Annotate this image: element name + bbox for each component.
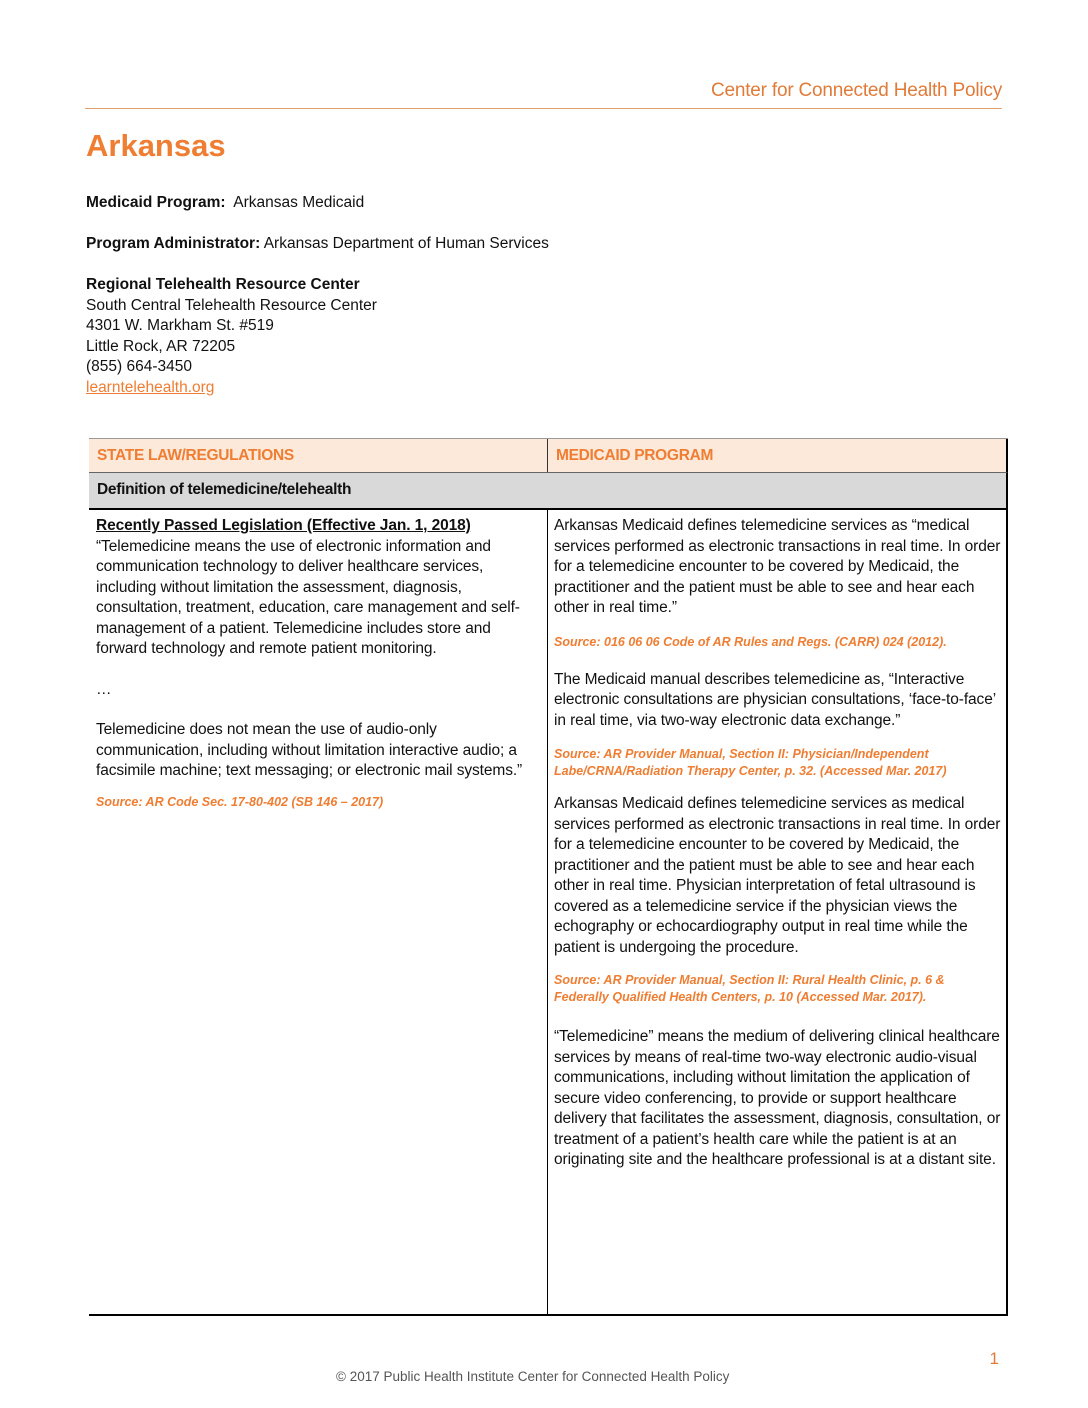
medicaid-program-line [86,193,364,214]
section-row [89,472,1008,510]
rtrc-address1: 4301 W. Markham St. #519 [86,317,274,334]
medicaid-def-2: The Medicaid manual describes telemedicine as, “Interactive electronic consultations are physician consultations, ‘face-to-face’ in real time, via two-way electronic data exchange.” [554,670,996,729]
header-divider [85,108,1002,109]
state-law-ellipsis: … [96,680,112,698]
administrator-line [86,234,549,255]
state-law-cell [89,510,548,1314]
state-law-source: Source: AR Code Sec. 17-80-402 (SB 146 – 2017) [96,794,384,809]
policy-table [89,438,1008,1316]
medicaid-def-3: Arkansas Medicaid defines telemedicine services as medical services performed as electronic transactions in real time. In order for a telemedicine encounter to be covered by Medicaid, the practitioner and the patient must be able to see and hear each other in real time. Physician interpretation of fetal ultrasound is covered as a telemedicine service if the physician views the echography or echocardiography output in real time while the patient is undergoing the procedure. [554,795,1001,956]
medicaid-program-value: Arkansas Medicaid [233,194,365,211]
state-law-para1: “Telemedicine means the use of electronic information and communication technology to deliver healthcare services, including without limitation the assessment, diagnosis, consultation, treatment, education, care management and self-management of a patient. Telemedicine includes store and forward technology and remote patient monitoring. [96,537,520,657]
col-header-medicaid: MEDICAID PROGRAM [548,439,1008,472]
administrator-value: Arkansas Department of Human Services [263,235,549,252]
medicaid-source-2: Source: AR Provider Manual, Section II: Physician/Independent Labe/CRNA/Radiation Therapy Center, p. 32. (Accessed Mar. 2017) [554,747,947,778]
section-title: Definition of telemedicine/telehealth [97,481,352,498]
rtrc-name: South Central Telehealth Resource Center [86,296,377,314]
medicaid-program-label: Medicaid Program: [86,194,226,211]
medicaid-source-3: Source: AR Provider Manual, Section II: Rural Health Clinic, p. 6 & Federally Qualified Health Centers, p. 10 (Accessed Mar. 2017). [554,973,945,1004]
medicaid-def-1: Arkansas Medicaid defines telemedicine services as “medical services performed as electronic transactions in real time. In order for a telemedicine encounter to be covered by Medicaid, the practitioner and the patient must be able to see and hear each other in real time.” [554,517,1001,616]
col-header-state-law: STATE LAW/REGULATIONS [89,439,548,472]
rtrc-label: Regional Telehealth Resource Center [86,276,360,293]
table-row [89,510,1008,1316]
medicaid-def-4: “Telemedicine” means the medium of delivering clinical healthcare services by means of real-time two-way electronic audio-visual communications, including without limitation the application of secure video conferencing, to provide or support healthcare delivery that facilitates the assessment, diagnosis, consultation, or treatment of a patient’s health care while the patient is at an originating site and the healthcare professional is at a distant site. [554,1028,1001,1168]
table-header-row [89,438,1008,472]
rtrc-block [86,275,377,398]
state-law-para2: Telemedicine does not mean the use of audio-only communication, including without limitation interactive audio; a facsimile machine; text messaging; or electronic mail systems.” [96,721,523,779]
rtrc-phone: (855) 664-3450 [86,358,192,375]
rtrc-website-link[interactable]: learntelehealth.org [86,378,215,396]
rtrc-address2: Little Rock, AR 72205 [86,337,236,355]
footer-copyright: © 2017 Public Health Institute Center for Connected Health Policy [336,1369,730,1384]
legislation-heading: Recently Passed Legislation (Effective Jan. 1, 2018) [96,517,471,534]
medicaid-source-1: Source: 016 06 06 Code of AR Rules and Regs. (CARR) 024 (2012). [554,634,947,649]
page-title: Arkansas [86,128,226,163]
header-org-name: Center for Connected Health Policy [710,80,1002,101]
page-number: 1 [989,1349,999,1368]
medicaid-cell [548,510,1008,1314]
administrator-label: Program Administrator: [86,235,261,252]
